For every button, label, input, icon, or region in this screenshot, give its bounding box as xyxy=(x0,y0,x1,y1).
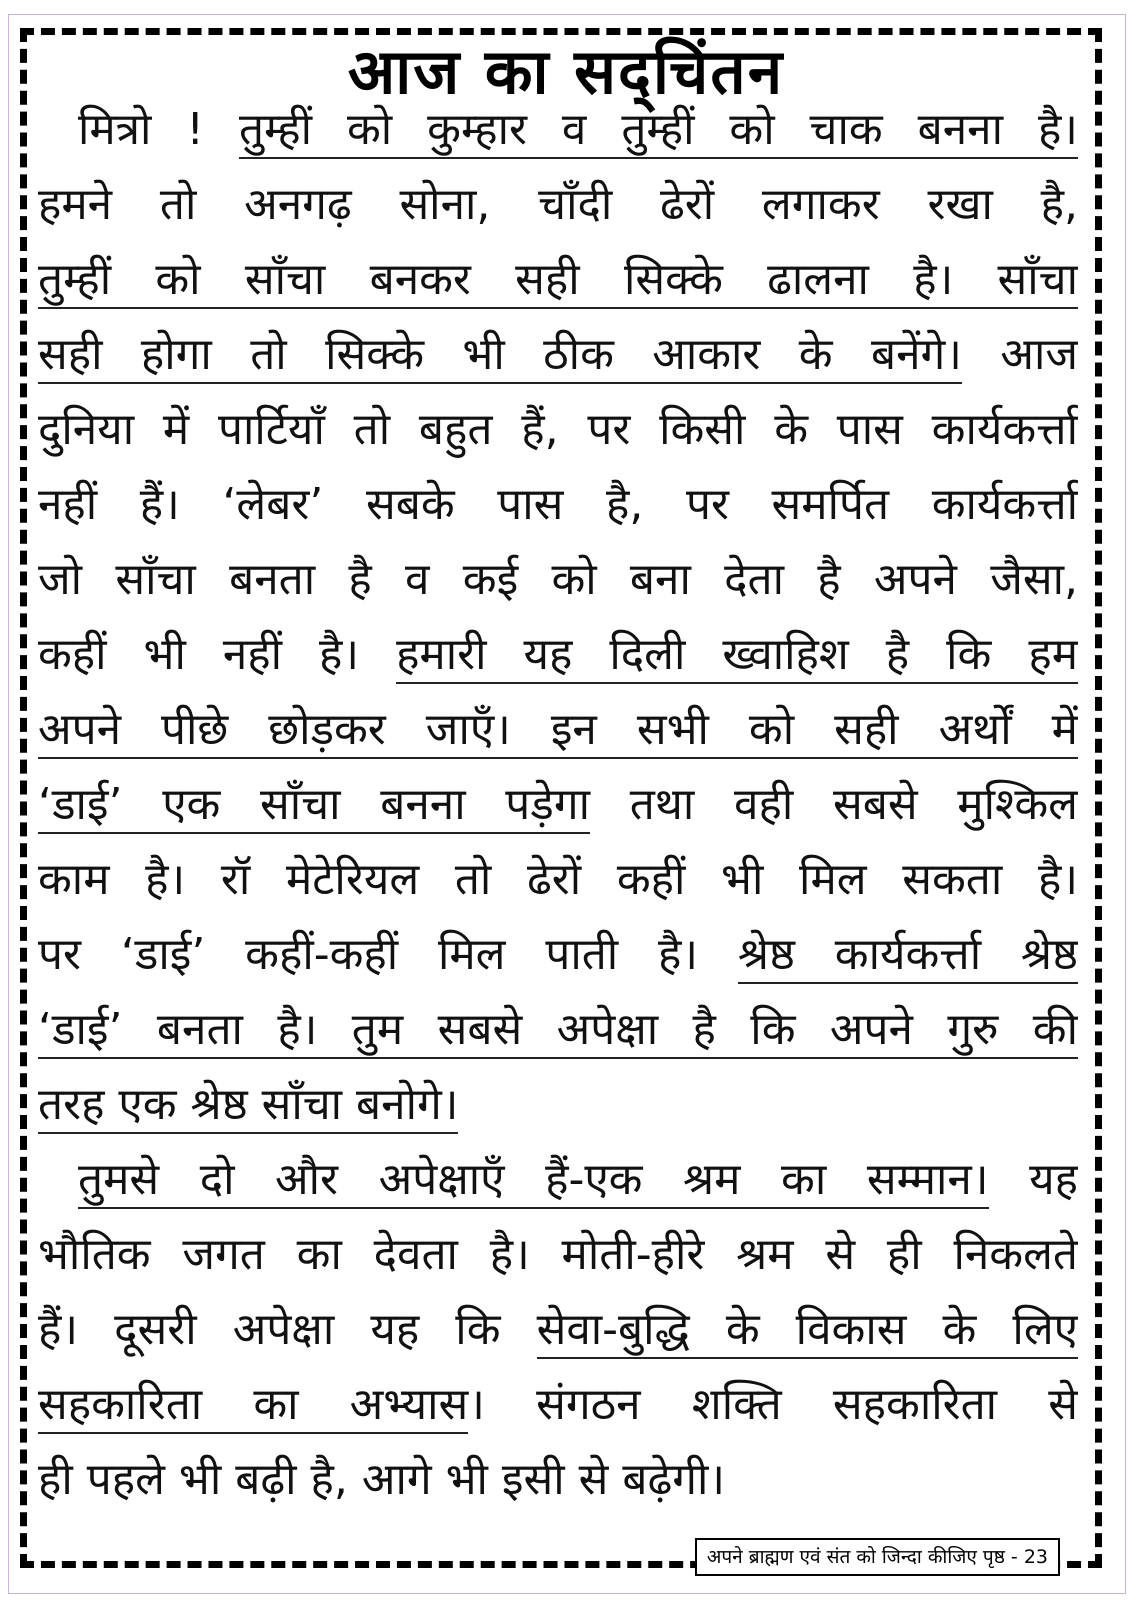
article-body xyxy=(38,92,1078,1517)
text-segment: आज xyxy=(961,329,1078,380)
text-segment: तथा वही सबसे मुश्किल xyxy=(590,779,1078,830)
text-segment: पर ‘डाई’ कहीं-कहीं मिल पाती है। xyxy=(38,929,738,980)
text-line xyxy=(38,617,1078,692)
text-line xyxy=(38,692,1078,767)
underlined-text: हमारी यह दिली ख्वाहिश है कि हम xyxy=(396,629,1078,684)
underlined-text: तुम्हीं को कुम्हार व तुम्हीं को चाक बनना है। xyxy=(239,104,1078,159)
underlined-text: तरह एक श्रेष्ठ साँचा बनोगे। xyxy=(38,1079,458,1134)
text-line xyxy=(38,167,1078,242)
text-segment: हैं। दूसरी अपेक्षा यह कि xyxy=(38,1304,537,1355)
text-segment: कहीं भी नहीं है। xyxy=(38,629,397,680)
text-line xyxy=(38,992,1078,1067)
underlined-text: सहकारिता का अभ्यास xyxy=(38,1379,468,1434)
text-segment: यह xyxy=(988,1154,1078,1205)
text-segment: नहीं हैं। ‘लेबर’ सबके पास है, पर समर्पित कार्यकर्त्ता xyxy=(38,479,1078,530)
text-line xyxy=(38,317,1078,392)
text-segment: काम है। रॉ मेटेरियल तो ढेरों कहीं भी मिल सकता है। xyxy=(38,854,1078,905)
text-line xyxy=(38,392,1078,467)
underlined-text: ‘डाई’ एक साँचा बनना पड़ेगा xyxy=(38,779,590,834)
text-line xyxy=(38,767,1078,842)
text-segment: । संगठन शक्ति सहकारिता से xyxy=(468,1379,1078,1430)
text-segment: दुनिया में पार्टियाँ तो बहुत हैं, पर किसी के पास कार्यकर्त्ता xyxy=(38,404,1078,455)
text-line xyxy=(38,467,1078,542)
page-footer: अपने ब्राह्मण एवं संत को जिन्दा कीजिए पृष्ठ - 23 xyxy=(695,1538,1060,1576)
text-segment: जो साँचा बनता है व कई को बना देता है अपने जैसा, xyxy=(38,554,1078,605)
underlined-text: तुम्हीं को साँचा बनकर सही सिक्के ढालना है। साँचा xyxy=(38,254,1078,309)
text-line xyxy=(38,1142,1078,1217)
underlined-text: ‘डाई’ बनता है। तुम सबसे अपेक्षा है कि अपने गुरु की xyxy=(38,1004,1078,1059)
text-segment: ही पहले भी बढ़ी है, आगे भी इसी से बढ़ेगी। xyxy=(38,1454,726,1505)
text-line xyxy=(38,1442,1078,1517)
text-line xyxy=(38,242,1078,317)
underlined-text: सेवा-बुद्धि के विकास के लिए xyxy=(537,1304,1078,1359)
text-line xyxy=(38,1067,1078,1142)
underlined-text: सही होगा तो सिक्के भी ठीक आकार के बनेंगे। xyxy=(38,329,962,384)
text-line xyxy=(38,542,1078,617)
text-line xyxy=(38,1292,1078,1367)
underlined-text: श्रेष्ठ कार्यकर्त्ता श्रेष्ठ xyxy=(738,929,1078,984)
text-segment: भौतिक जगत का देवता है। मोती-हीरे श्रम से ही निकलते xyxy=(38,1229,1078,1280)
text-segment: मित्रो ! xyxy=(78,104,239,155)
text-line xyxy=(38,842,1078,917)
text-line xyxy=(38,92,1078,167)
text-line xyxy=(38,1217,1078,1292)
underlined-text: तुमसे दो और अपेक्षाएँ हैं-एक श्रम का सम्मान। xyxy=(78,1154,989,1209)
page-title: आज का सद्चिंतन xyxy=(347,35,785,108)
text-line xyxy=(38,917,1078,992)
text-line xyxy=(38,1367,1078,1442)
text-segment: हमने तो अनगढ़ सोना, चाँदी ढेरों लगाकर रखा है, xyxy=(38,179,1078,230)
underlined-text: अपने पीछे छोड़कर जाएँ। इन सभी को सही अर्थों में xyxy=(38,704,1078,759)
